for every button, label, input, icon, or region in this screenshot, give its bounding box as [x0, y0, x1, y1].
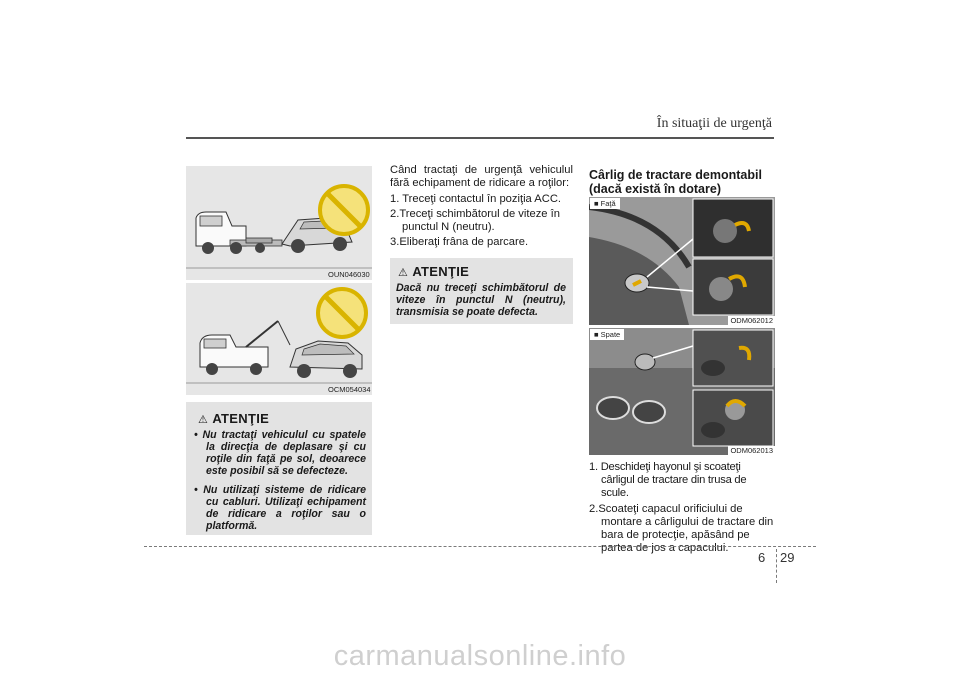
footer-divider [776, 549, 777, 583]
photo-label: ■ Faţă [590, 198, 620, 209]
warning-triangle-icon: ⚠ [398, 267, 408, 279]
warning-box-left [186, 402, 372, 535]
intro-paragraph: Când tractaţi de urgenţă vehiculul fără echipament de ridicare a roţilor: [390, 164, 573, 189]
warning-header [398, 263, 469, 281]
warning-title: ATENŢIE [212, 411, 270, 426]
step-item: 2.Treceţi schimbătorul de viteze în punctul N (neutru). [390, 208, 560, 233]
step-item: 1. Deschideţi hayonul şi scoateţi cârligul de tractare din trusa de scule. [589, 461, 747, 499]
photo-label: ■ Spate [590, 329, 624, 340]
step-item: 1. Treceţi contactul în poziţia ACC. [390, 193, 562, 205]
photo-code: ODM062012 [730, 316, 773, 325]
rear-tow-hook-photo [589, 328, 775, 455]
header-rule [186, 137, 774, 139]
photo-code: ODM062013 [730, 446, 773, 455]
figure-code: OCM054034 [328, 385, 371, 394]
warning-item: • Nu tractaţi vehiculul cu spatele la direcţia de deplasare şi cu roţile din faţă pe sol, deoarece este posibil să se defecteze. [194, 429, 367, 477]
figure-code: OUN046030 [328, 270, 370, 279]
warning-title: ATENŢIE [412, 264, 470, 279]
warning-triangle-icon: ⚠ [198, 414, 208, 426]
warning-box-middle [390, 258, 573, 324]
warning-header [198, 410, 269, 428]
step-item: 3.Eliberaţi frâna de parcare. [390, 236, 529, 248]
warning-text: Dacă nu treceţi schimbătorul de viteze în punctul N (neutru), transmisia se poate defecta. [396, 282, 566, 318]
front-tow-hook-photo [589, 197, 775, 325]
chapter-number: 6 [758, 550, 766, 565]
warning-item: • Nu utilizaţi sisteme de ridicare cu cabluri. Utilizaţi echipament de ridicare a roţilor sau o platformă. [194, 484, 367, 532]
wrecker-truck-illustration [186, 283, 372, 395]
step-item: 2.Scoateţi capacul orificiului de montare a cârligului de tractare din bara de protecţie, apăsând pe partea de jos a capacului. [589, 503, 774, 554]
flatbed-truck-illustration [186, 166, 372, 280]
header-title: În situaţii de urgenţă [656, 116, 772, 131]
page-number: 29 [780, 550, 795, 565]
section-title: Cârlig de tractare demontabil (dacă există în dotare) [589, 168, 762, 196]
watermark: carmanualsonline.info [333, 640, 627, 672]
footer-rule [144, 546, 816, 547]
